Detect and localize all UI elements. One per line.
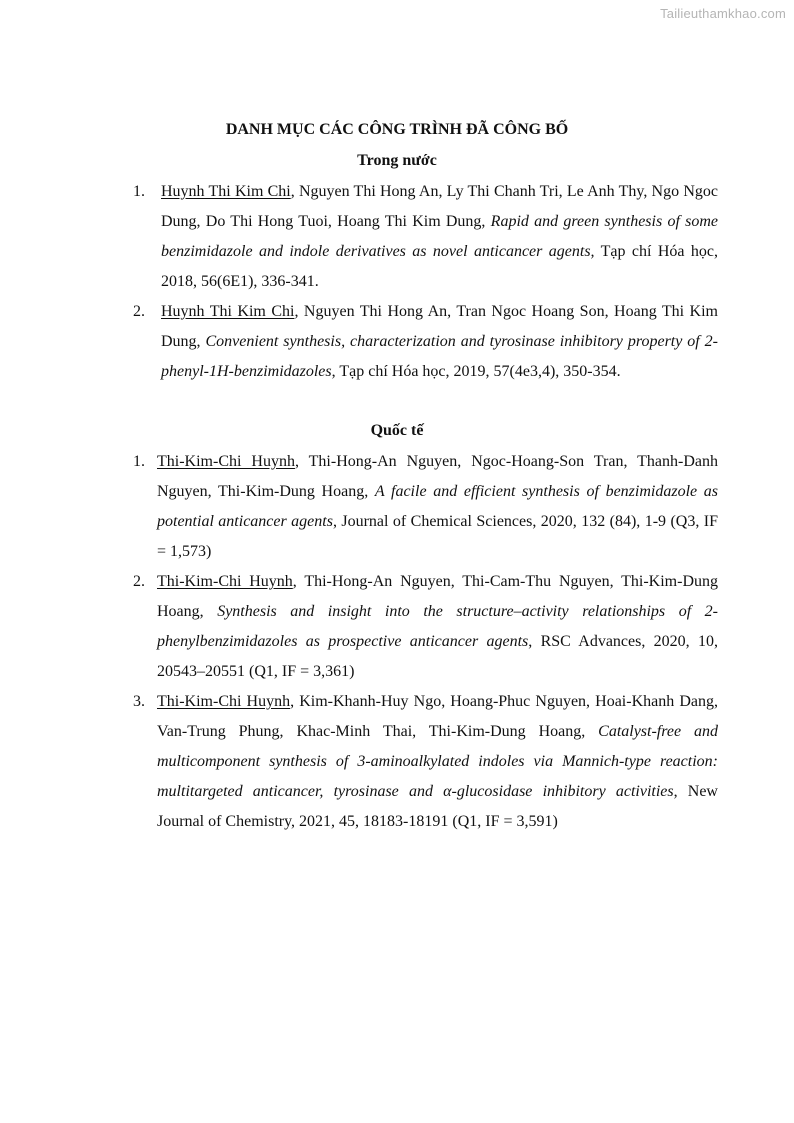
- lead-author: Huynh Thi Kim Chi: [161, 183, 291, 200]
- lead-author: Thi-Kim-Chi Huynh: [157, 453, 295, 470]
- citation: Tạp chí Hóa học, 2018, 56(6E1), 336-341.: [161, 243, 718, 290]
- publication-item: [0, 567, 794, 687]
- publication-text: [161, 297, 718, 387]
- page-title: DANH MỤC CÁC CÔNG TRÌNH ĐÃ CÔNG BỐ: [225, 121, 569, 138]
- publication-title: A facile and efficient synthesis of benzimidazole as potential anticancer agents: [157, 483, 719, 530]
- citation: , RSC Advances, 2020, 10, 20543–20551 (Q1, IF = 3,361): [157, 633, 718, 680]
- coauthors: , Nguyen Thi Hong An, Tran Ngoc Hoang Son, Hoang Thi Kim Dung,: [161, 303, 719, 350]
- watermark: Tailieuthamkhao.com: [660, 6, 786, 21]
- lead-author: Thi-Kim-Chi Huynh: [157, 573, 293, 590]
- publication-title: Synthesis and insight into the structure–activity relationships of 2-phenylbenzimidazoles as prospective anticancer agents: [157, 603, 718, 650]
- section-title-international: Quốc tế: [370, 422, 424, 439]
- publication-item: [0, 297, 794, 387]
- citation: , Tạp chí Hóa học, 2019, 57(4e3,4), 350-354.: [331, 363, 621, 380]
- item-number: 2.: [133, 303, 145, 320]
- publication-list-domestic: [0, 177, 794, 387]
- citation: , Journal of Chemical Sciences, 2020, 132 (84), 1-9 (Q3, IF = 1,573): [157, 513, 719, 560]
- publication-title: Convenient synthesis, characterization and tyrosinase inhibitory property of 2-phenyl-1H-benzimidazoles: [161, 333, 718, 380]
- publication-text: [157, 567, 718, 687]
- citation: , New Journal of Chemistry, 2021, 45, 18183-18191 (Q1, IF = 3,591): [157, 783, 718, 830]
- publication-title: Rapid and green synthesis of some benzimidazole and indole derivatives as novel anticancer agents,: [161, 213, 719, 260]
- lead-author: Huynh Thi Kim Chi: [161, 303, 295, 320]
- publication-text: [161, 177, 718, 297]
- item-number: 1.: [133, 453, 145, 470]
- item-number: 2.: [133, 573, 145, 590]
- section-title-domestic: Trong nước: [357, 152, 437, 169]
- publication-title: Catalyst-free and multicomponent synthesis of 3-aminoalkylated indoles via Mannich-type reaction: multitargeted anticancer, tyrosinase and α-glucosidase inhibitory activities: [157, 723, 718, 800]
- publication-text: [157, 447, 718, 567]
- publication-item: [0, 687, 794, 837]
- coauthors: , Kim-Khanh-Huy Ngo, Hoang-Phuc Nguyen, Hoai-Khanh Dang, Van-Trung Phung, Khac-Minh Thai, Thi-Kim-Dung Hoang,: [157, 693, 719, 740]
- publication-text: [157, 687, 718, 837]
- item-number: 1.: [133, 183, 145, 200]
- item-number: 3.: [133, 693, 145, 710]
- coauthors: , Nguyen Thi Hong An, Ly Thi Chanh Tri, Le Anh Thy, Ngo Ngoc Dung, Do Thi Hong Tuoi, Hoang Thi Kim Dung,: [161, 183, 718, 230]
- coauthors: , Thi-Hong-An Nguyen, Ngoc-Hoang-Son Tran, Thanh-Danh Nguyen, Thi-Kim-Dung Hoang,: [157, 453, 718, 500]
- publication-item: [0, 177, 794, 297]
- coauthors: , Thi-Hong-An Nguyen, Thi-Cam-Thu Nguyen, Thi-Kim-Dung Hoang,: [157, 573, 718, 620]
- publication-list-international: [0, 447, 794, 837]
- publication-item: [0, 447, 794, 567]
- lead-author: Thi-Kim-Chi Huynh: [157, 693, 291, 710]
